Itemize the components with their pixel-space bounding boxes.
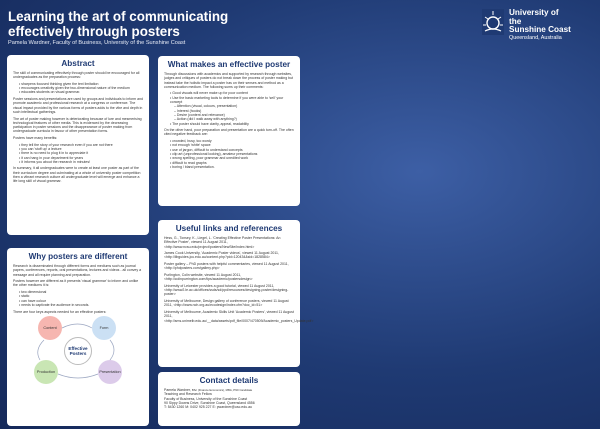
effective-list-1: [170, 91, 294, 104]
contact-name: Pamela Wardner,: [164, 388, 191, 392]
different-heading: Why posters are different: [28, 252, 128, 261]
list-item: • you can 'stuff up' a lecture: [19, 147, 143, 151]
list-item: • educates students on visual grammar.: [19, 90, 143, 94]
list-item: • crowded, busy, too wordy: [170, 139, 294, 143]
list-item: – Attention (visual, colours, presentation): [174, 104, 294, 108]
abstract-panel: [7, 55, 149, 235]
list-item: • clip art (unprofessional looking), amateur presentations: [170, 152, 294, 156]
abstract-paragraph: Poster sessions and presentations are used by groups and individuals to inform and promote academic and professional research at a congress or conference. The visual impact provided by the various forms of posters adds to the vibe and depth in such intellectual gatherings.: [13, 97, 143, 114]
list-item: • they tell the story of your research even if you are not there: [19, 143, 143, 147]
contact-phone[interactable]: T: 5430 1260 M: 0402 925 227 E: pwardner@usc.edu.au: [164, 405, 253, 410]
arrow-production-content: [38, 340, 44, 360]
aida-list: [174, 104, 294, 121]
effective-panel: [158, 56, 300, 206]
form-circle: Form: [92, 316, 116, 340]
list-item: • wrong spelling, poor grammar and unedited work: [170, 156, 294, 160]
list-item: • sharpens focused thinking given the text limitation: [19, 82, 143, 86]
reference-item[interactable]: University of Leicester provides a good tutorial, viewed 11 August 2011, <http://www2.le.ac.uk/offices/ssds/sd/ppd/resources/designing-poster/designing-poster>: [164, 283, 289, 297]
list-item: • not enough 'white' space: [170, 143, 294, 147]
links-heading: Useful links and references: [175, 224, 283, 233]
abstract-paragraph: Posters have many benefits:: [13, 136, 58, 141]
contact-heading: Contact details: [199, 376, 259, 385]
center-label-1: Effective: [68, 345, 88, 351]
arrow-form-presentation: [110, 340, 114, 360]
list-item: • it informs you about the research in minutes!: [19, 160, 143, 164]
abstract-list-2: [19, 143, 143, 164]
list-item: • it can hang in your department for years: [19, 156, 143, 160]
list-item: – Action (did I walk away with anything?): [174, 117, 294, 121]
list-item: • two dimensional: [19, 290, 143, 294]
poster-authors: Pamela Wardner, Faculty of Business, University of the Sunshine Coast: [8, 40, 186, 46]
contact-panel: [158, 372, 300, 426]
links-panel: [158, 220, 314, 367]
reference-item[interactable]: Hess, G., Tonsey, K., Liegel, L. 'Creating Effective Poster Presentations: An Effective Poster', viewed 11 August 2011, <http://www.ncsu.edu/project/posters/NewSite/index.html>: [164, 236, 281, 249]
logo-location: Queensland, Australia: [509, 35, 562, 41]
effective-heading: What makes an effective poster: [167, 60, 291, 69]
reference-item[interactable]: University of Melbourne, Academic Skills Unit 'Academic Posters', viewed 11 August 2011, <http://sms.unimelb.edu.au/__data/assets/pdf_file/0007/470509/Academic_posters_Update.pdf>: [164, 309, 314, 323]
list-item: • needs to captivate the audience in seconds.: [19, 303, 143, 307]
different-paragraph: Research is disseminated through different forms and mediums such as journal papers, conferences, reports, oral presentations, lectures and videos - all convey a message and all require planning and preparation.: [13, 264, 142, 277]
abstract-paragraph: The skill of communicating effectively through poster should be encouraged for all undergraduates as the preparation process:: [13, 71, 140, 80]
list-item: – Desire (content and relevance): [174, 113, 294, 117]
logo-line-1: University of: [509, 8, 559, 17]
different-panel: [7, 248, 149, 426]
list-item: • boring / bland presentation.: [170, 165, 294, 169]
abstract-paragraph: In summary, it all undergraduates were to create at least one poster as part of the their curriculum degree and culminating at a whole of university poster competition then a vibrant research culture all undergraduate level will emerge and enhance a life long skill of visual grammar.: [13, 166, 141, 184]
reference-item[interactable]: James Cook University, 'Academic Poster videos', viewed 11 August 2011, <http://libguides.jcu.edu.au/content.php?pid=120434&sid=1828584>: [164, 251, 279, 260]
effective-posters-diagram: [18, 316, 138, 386]
production-circle: Production: [34, 360, 58, 384]
logo-line-2: the: [509, 16, 522, 26]
arrow-presentation-production: [58, 374, 98, 378]
contact-address: 90 Sippy Downs Drive, Sunshine Coast, Queensland 4556: [164, 400, 255, 405]
abstract-heading: Abstract: [61, 59, 95, 68]
list-item: – Interest (hooks): [174, 109, 294, 113]
logo-line-3: Sunshine Coast: [509, 25, 571, 35]
poster-title: Learning the art of communicating effectively through posters: [8, 9, 229, 39]
effective-paragraph: Through discussions with academics and supported by research through websites, judges and critiques of posters do not break down the process of poster making but instead take the holistic impact a poster has on their senses and method as a communication medium. The following sums up their comments:: [164, 72, 293, 89]
list-item: • static: [19, 294, 143, 298]
center-label-2: Posters: [69, 351, 87, 357]
effective-list-2: [170, 139, 294, 169]
university-logo: [482, 7, 594, 43]
list-item: • difficult to read graphs: [170, 161, 294, 165]
different-paragraph: Posters however are different as it presents 'visual grammar' to inform and unlike the other mediums it is:: [13, 279, 139, 288]
effective-list-1b: [170, 122, 294, 126]
effective-paragraph: On the other hand, poor preparation and presentation are a quick turn-off. The often cited negative feedback are:: [164, 128, 294, 137]
abstract-list-1: [19, 82, 143, 95]
list-item: • Good visuals will never make up for poor content: [170, 91, 294, 95]
list-item: • use of jargon, difficult to understand concepts: [170, 148, 294, 152]
abstract-paragraph: The art of poster making however is deteriorating because of lure and mesmerising technological features of other media. This is evidenced by the decreasing participation in poster sessions and the disappearance of poster making from undergraduate curricula in favour of other presentation forms.: [13, 116, 142, 134]
different-paragraph: There are four keys aspects needed for an effective posters:: [13, 309, 107, 314]
content-circle: Content: [38, 316, 62, 340]
different-list: [19, 290, 143, 307]
list-item: • The poster should have clarity, appeal, readability: [170, 122, 294, 126]
reference-item[interactable]: University of Melbourne, Design gallery of conference posters, viewed 11 August 2011, <http://www.nch.org.au/ecodesign/index.cfm?doc_id=51>: [164, 299, 289, 308]
sun-logo-icon: [482, 9, 504, 35]
arrow-content-form: [62, 324, 92, 328]
list-item: • encourages creativity given the two-dimensional nature of the medium: [19, 86, 143, 90]
list-item: • can have colour: [19, 299, 143, 303]
contact-faculty: Faculty of Business, University of the Sunshine Coast: [164, 396, 248, 401]
reference-item[interactable]: Purlington, Colin website, viewed 11 August 2011, <http://colinpurrington.com/tips/academic/postersdesign>: [164, 272, 253, 282]
list-item: • Use the basic marketing tools to determine if you were able to 'sell' your concept: [170, 96, 294, 105]
contact-quals: BSc (Finance Economics), MBA, PhD Candidate: [191, 388, 253, 392]
logo-wordmark: [509, 9, 571, 35]
poster-header: [0, 0, 600, 52]
list-item: • there is no need to plug it in to appreciate it: [19, 151, 143, 155]
reference-item[interactable]: Poster gallery – PhD posters with helpful commentaries, viewed 11 August 2011, <http://phdposters.com/gallery.php>: [164, 262, 289, 271]
effective-posters-circle: [64, 337, 92, 365]
presentation-circle: Presentation: [98, 360, 122, 384]
contact-role: Teaching and Research Fellow: [164, 392, 212, 397]
